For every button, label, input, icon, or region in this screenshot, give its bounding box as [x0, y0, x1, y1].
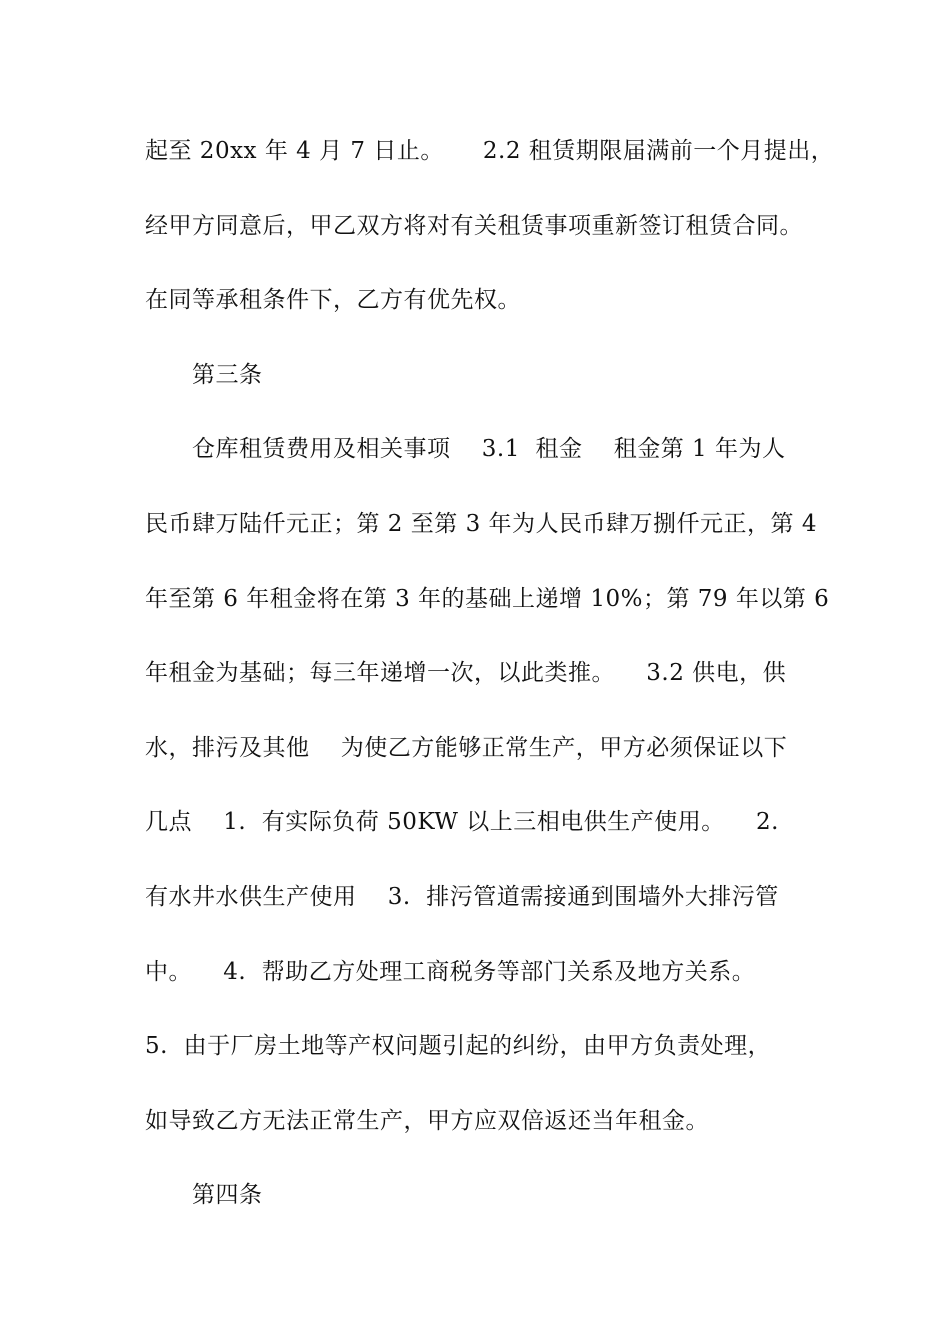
text-line: 有水井水供生产使用 3. 排污管道需接通到围墙外大排污管	[145, 884, 779, 910]
text-line: 民币肆万陆仟元正；第 2 至第 3 年为人民币肆万捌仟元正，第 4	[145, 511, 817, 537]
text-line: 在同等承租条件下，乙方有优先权。	[145, 287, 521, 313]
text-line: 中。 4. 帮助乙方处理工商税务等部门关系及地方关系。	[145, 959, 756, 985]
text-line: 经甲方同意后，甲乙双方将对有关租赁事项重新签订租赁合同。	[145, 213, 803, 239]
text-line: 水，排污及其他 为使乙方能够正常生产，甲方必须保证以下	[145, 735, 788, 761]
section-heading-article-3: 第三条	[192, 362, 263, 388]
text-line: 几点 1. 有实际负荷 50KW 以上三相电供生产使用。 2.	[145, 809, 779, 835]
text-line: 仓库租赁费用及相关事项 3.1 租金 租金第 1 年为人	[192, 436, 786, 462]
text-line: 年至第 6 年租金将在第 3 年的基础上递增 10%；第 79 年以第 6	[145, 586, 830, 612]
text-line: 起至 20xx 年 4 月 7 日止。 2.2 租赁期限届满前一个月提出，	[145, 138, 835, 164]
text-line: 如导致乙方无法正常生产，甲方应双倍返还当年租金。	[145, 1108, 709, 1134]
section-heading-article-4: 第四条	[192, 1182, 263, 1208]
text-line: 年租金为基础；每三年递增一次，以此类推。 3.2 供电，供	[145, 660, 787, 686]
text-line: 5. 由于厂房土地等产权问题引起的纠纷，由甲方负责处理，	[145, 1033, 772, 1059]
